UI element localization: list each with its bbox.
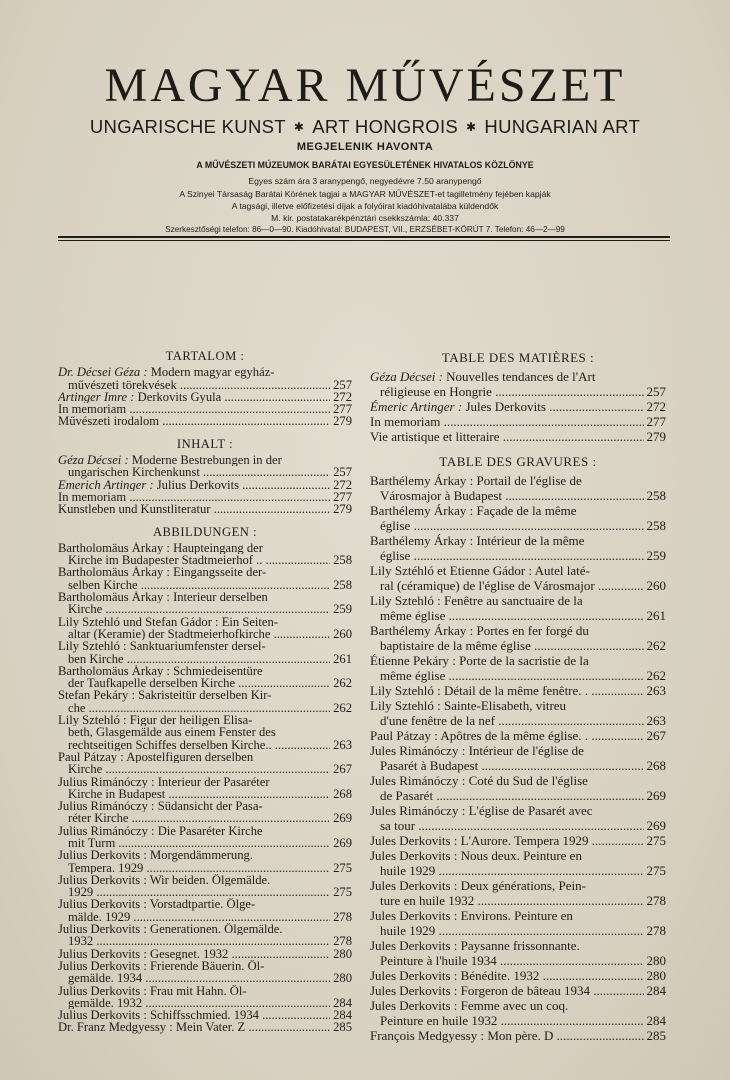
matieres-list [370, 369, 666, 444]
toc-entry [370, 938, 666, 968]
author-name: Géza Décsei : [58, 454, 129, 467]
page-number: 258 [646, 518, 666, 533]
entry-title: beth, Glasgemälde aus einem Fenster des [68, 726, 276, 739]
page-number: 275 [646, 863, 666, 878]
entry-title: François Medgyessy : Mon père. D [370, 1028, 554, 1043]
matieres-heading: TABLE DES MATIÈRES : [441, 350, 595, 365]
entry-title: Julius Derkovits : Frau mit Hahn. Öl- [58, 984, 247, 997]
toc-entry [58, 454, 352, 479]
entry-title: même église [380, 668, 446, 683]
entry-title: Julius Derkovits : Generationen. Ölgemälde. [58, 923, 283, 936]
entry-title: ture en huile 1932 [380, 893, 475, 908]
tartalom-list [58, 366, 352, 427]
entry-title: mälde. 1929 [68, 910, 131, 924]
toc-entry [58, 542, 352, 567]
toc-entry [58, 479, 352, 491]
author-name: Dr. Décsei Géza : [58, 366, 148, 379]
page-number: 257 [646, 384, 666, 399]
toc-entry [370, 803, 666, 833]
toc-entry [58, 751, 352, 776]
author-name: Géza Décsei : [370, 369, 443, 384]
page-number: 278 [646, 923, 666, 938]
page-number: 275 [333, 885, 352, 900]
entry-title: Bartholomäus Árkay : Haupteingang der [58, 541, 263, 555]
entry-title: Julius Rimánóczy : Interieur der Pasaréter [58, 775, 270, 788]
toc-entry [58, 491, 352, 503]
page-number: 268 [646, 758, 666, 773]
entry-title: Tempera. 1929 [68, 861, 144, 874]
entry-title: művészeti törekvések [68, 378, 177, 391]
entry-title: Vie artistique et litteraire [370, 429, 500, 444]
gravures-list [370, 473, 666, 1043]
page-number: 258 [333, 577, 352, 592]
entry-title: Kirche in Budapest [68, 787, 166, 801]
page-number: 269 [333, 811, 352, 826]
toc-entry [370, 998, 666, 1028]
abbildungen-heading: ABBILDUNGEN : [152, 524, 258, 539]
toc-entry [58, 566, 352, 591]
toc-entry [58, 800, 352, 825]
page-number: 275 [333, 860, 352, 875]
entry-title: Jules Derkovits [462, 399, 546, 414]
entry-title: Lily Sztehló : Fenêtre au sanctuaire de la [370, 593, 583, 608]
page-number: 280 [333, 971, 352, 986]
page-number: 263 [333, 737, 352, 752]
entry-title: Lily Sztehló : Sanktuariumfenster dersel- [58, 640, 266, 653]
page-number: 262 [646, 668, 666, 683]
separator-icon: ✱ [466, 120, 477, 134]
page-number: 284 [333, 995, 352, 1010]
subtitle-french: ART HONGROIS [312, 116, 459, 137]
publication-frequency: MEGJELENIK HAVONTA [296, 141, 434, 153]
entry-title: réter Kirche [68, 812, 129, 825]
entry-title: Jules Rimánóczy : L'église de Pasarét avec [370, 803, 593, 818]
page-number: 277 [333, 402, 352, 417]
entry-title: Barthélemy Árkay : Portail de l'église de [370, 473, 582, 488]
entry-title: mit Turm [68, 836, 116, 850]
page-number: 267 [333, 762, 352, 777]
toc-entry [370, 848, 666, 878]
entry-title: Barthélemy Árkay : Façade de la même [370, 503, 577, 518]
entry-title: Julius Derkovits : Wir beiden. Ölgemälde. [58, 873, 271, 887]
entry-title: che [68, 701, 86, 715]
magazine-subtitle [60, 116, 670, 138]
toc-entry [370, 653, 666, 683]
toc-entry [370, 593, 666, 623]
gravures-heading: TABLE DES GRAVURES : [439, 454, 597, 469]
entry-title: d'une fenêtre de la nef [380, 713, 495, 728]
entry-title: Julius Derkovits : Morgendämmerung. [58, 849, 253, 862]
toc-entry [58, 874, 352, 899]
entry-title: Dr. Franz Medgyessy : Mein Vater. Z [58, 1021, 246, 1034]
toc-entry [370, 414, 666, 429]
toc-entry [58, 898, 352, 923]
toc-entry [370, 983, 666, 998]
entry-title: Jules Rimánóczy : Coté du Sud de l'église [370, 773, 588, 788]
toc-entry [370, 473, 666, 503]
entry-title: Julius Rimánóczy : Die Pasaréter Kirche [58, 824, 263, 837]
entry-title: Julius Derkovits : Gesegnet. 1932 [58, 947, 229, 960]
entry-title: Modern magyar egyház- [147, 366, 275, 379]
fees-line: A tagsági, illetve előfizetési díjak a folyóirat kiadóhivatalába küldendők [231, 201, 499, 211]
entry-title: Lily Sztehló : Figur der heiligen Elisa- [58, 714, 253, 727]
entry-title: 1932 [68, 935, 94, 948]
contact-line: Szerkesztőségi telefon: 86—0—90. Kiadóhivatal: BUDAPEST, VII., ERZSÉBET-KÖRÚT 7. Telefon: 46—2—99 [165, 225, 565, 234]
left-column [58, 350, 352, 1034]
page-number: 272 [646, 399, 666, 414]
toc-entry [58, 849, 352, 874]
page-number: 278 [646, 893, 666, 908]
entry-title: réligieuse en Hongrie [380, 384, 492, 399]
entry-title: Nouvelles tendances de l'Art [442, 369, 596, 384]
toc-entry [370, 728, 666, 743]
toc-entry [58, 391, 352, 403]
entry-title: Lily Sztéhló et Etienne Gádor : Autel laté- [370, 563, 590, 578]
entry-title: église [380, 548, 411, 563]
entry-title: In memoriam [58, 490, 127, 504]
page-number: 285 [333, 1020, 352, 1035]
entry-title: sa tour [380, 818, 416, 833]
page-number: 284 [646, 1013, 666, 1028]
page-number: 280 [646, 953, 666, 968]
entry-title: 1929 [68, 886, 94, 899]
entry-title: Kunstleben und Kunstliteratur [58, 503, 211, 516]
entry-title: Peinture en huile 1932 [380, 1013, 498, 1028]
entry-title: Julius Derkovits : Schiffsschmied. 1934 [58, 1009, 259, 1022]
toc-entry [58, 923, 352, 948]
page-number: 257 [333, 377, 352, 392]
page-number: 279 [646, 429, 666, 444]
page-number: 277 [333, 489, 352, 504]
toc-entry [370, 773, 666, 803]
subtitle-german: UNGARISCHE KUNST [89, 116, 286, 137]
entry-title: Jules Rimánóczy : Intérieur de l'église de [370, 743, 584, 758]
toc-entry [58, 640, 352, 665]
toc-entry [58, 948, 352, 960]
author-name: Artinger Imre : [58, 390, 135, 404]
entry-title: Jules Derkovits : Forgeron de bâteau 1934 [370, 983, 590, 998]
toc-entry [58, 689, 352, 714]
separator-icon: ✱ [293, 120, 305, 134]
toc-entry [58, 415, 352, 427]
toc-entry [370, 1028, 666, 1043]
entry-title: Peinture à l'huile 1934 [380, 953, 497, 968]
header-rule-thin [58, 240, 670, 241]
entry-title: Paul Pátzay : Apôtres de la même église. . [370, 728, 589, 743]
toc-entry [370, 533, 666, 563]
entry-title: selben Kirche [68, 578, 138, 592]
page-number: 272 [333, 389, 352, 404]
entry-title: Jules Derkovits : L'Aurore. Tempera 1929 [370, 833, 589, 848]
page-number: 261 [646, 608, 666, 623]
page-number: 257 [333, 465, 352, 480]
entry-title: Lily Sztehló und Stefan Gádor : Ein Seiten- [58, 615, 278, 628]
entry-title: Bartholomäus Árkay : Schmiedeisentüre [58, 664, 263, 678]
author-name: Émeric Artinger : [370, 399, 463, 414]
abbildungen-list [58, 542, 352, 1034]
entry-title: Jules Derkovits : Bénédite. 1932 [370, 968, 540, 983]
entry-title: Bartholomäus Árkay : Interieur derselben [58, 591, 268, 604]
page-number: 269 [646, 788, 666, 803]
postal-account-line: M. kir. postatakarékpénztári csekkszámla: 40.337 [271, 213, 459, 223]
toc-entry [58, 403, 352, 415]
toc-entry [58, 714, 352, 751]
page-number: 280 [646, 968, 666, 983]
entry-title: altar (Keramie) der Stadtmeierhofkirche [68, 627, 271, 641]
entry-title: Paul Pátzay : Apostelfiguren derselben [58, 750, 254, 764]
entry-title: Művészeti irodalom [58, 415, 160, 428]
page-number: 268 [333, 786, 352, 801]
entry-title: église [380, 518, 411, 533]
page-number: 259 [333, 602, 352, 617]
entry-title: de Pasarét [380, 788, 434, 803]
page-number: 269 [333, 835, 352, 850]
toc-entry [58, 366, 352, 391]
entry-title: Jules Derkovits : Paysanne frissonnante. [370, 938, 580, 953]
entry-title: Étienne Pekáry : Porte de la sacristie de la [370, 653, 589, 668]
page-number: 278 [333, 909, 352, 924]
page-number: 279 [333, 502, 352, 517]
page-number: 262 [333, 700, 352, 715]
page-number: 284 [646, 983, 666, 998]
entry-title: Derkovits Gyula [134, 390, 222, 404]
author-name: Emerich Artinger : [58, 478, 154, 491]
official-gazette-line: A MŰVÉSZETI MÚZEUMOK BARÁTAI EGYESÜLETÉNEK HIVATALOS KÖZLÖNYE [196, 160, 534, 170]
entry-title: Bartholomäus Árkay : Eingangsseite der- [58, 566, 267, 579]
entry-title: rechtseitigen Schiffes derselben Kirche.. [68, 738, 272, 751]
page-number: 284 [333, 1008, 352, 1023]
page-number: 267 [646, 728, 666, 743]
entry-title: Julius Derkovits [153, 478, 239, 491]
entry-title: Jules Derkovits : Environs. Peinture en [370, 908, 573, 923]
toc-entry [370, 369, 666, 399]
toc-entry [58, 503, 352, 515]
entry-title: huile 1929 [380, 923, 436, 938]
entry-title: même église [380, 608, 446, 623]
entry-title: Lily Sztehló : Détail de la même fenêtre. . [370, 683, 589, 698]
entry-title: gemälde. 1934 [68, 972, 143, 985]
toc-entry [58, 985, 352, 1010]
page-number: 258 [333, 553, 352, 568]
toc-entry [58, 665, 352, 690]
entry-title: Kirche [68, 763, 103, 776]
page-number: 263 [646, 683, 666, 698]
toc-entry [58, 1021, 352, 1033]
toc-entry [370, 833, 666, 848]
entry-title: ben Kirche [68, 652, 124, 665]
subtitle-english: HUNGARIAN ART [484, 116, 641, 137]
entry-title: Jules Derkovits : Deux générations, Pein- [370, 878, 586, 893]
toc-entry [370, 968, 666, 983]
page-number: 280 [333, 946, 352, 961]
entry-title: In memoriam [370, 414, 441, 429]
page-number: 275 [646, 833, 666, 848]
toc-entry [370, 743, 666, 773]
entry-title: gemälde. 1932 [68, 996, 143, 1010]
page-number: 285 [646, 1028, 666, 1043]
entry-title: baptistaire de la même église [380, 638, 531, 653]
inhalt-list [58, 454, 352, 515]
entry-title: In memoriam [58, 403, 127, 416]
entry-title: Barthélemy Árkay : Portes en fer forgé du [370, 623, 589, 638]
page-number: 269 [646, 818, 666, 833]
entry-title: der Taufkapelle derselben Kirche [68, 677, 236, 690]
entry-title: Lily Sztehló : Sainte-Elisabeth, vitreu [370, 698, 567, 713]
entry-title: Kirche [68, 603, 103, 616]
toc-entry [58, 960, 352, 985]
entry-title: Moderne Bestrebungen in der [128, 454, 282, 467]
header-rule [58, 236, 670, 238]
page-number: 279 [333, 414, 352, 429]
entry-title: Stefan Pekáry : Sakristeitür derselben Kir- [58, 689, 272, 702]
page-number: 259 [646, 548, 666, 563]
entry-title: Pasarét à Budapest [380, 758, 479, 773]
toc-entry [370, 399, 666, 414]
entry-title: Julius Derkovits : Frierende Bäuerin. Öl- [58, 959, 265, 973]
page-number: 260 [333, 626, 352, 641]
entry-title: Barthélemy Árkay : Intérieur de la même [370, 533, 585, 548]
toc-entry [370, 503, 666, 533]
magazine-title: MAGYAR MŰVÉSZET [104, 59, 626, 112]
toc-entry [370, 623, 666, 653]
entry-title: Jules Derkovits : Femme avec un coq. [370, 998, 569, 1013]
membership-line: A Szinyei Társaság Barátai Körének tagjai a MAGYAR MŰVÉSZET-et tagilletmény fejében kapják [179, 189, 551, 199]
inhalt-heading: INHALT : [176, 436, 234, 451]
entry-title: Városmajor à Budapest [380, 488, 503, 503]
toc-entry [58, 825, 352, 850]
entry-title: ral (céramique) de l'église de Városmajor [380, 578, 595, 593]
toc-entry [58, 591, 352, 616]
page-number: 263 [646, 713, 666, 728]
toc-entry [370, 698, 666, 728]
tartalom-heading: TARTALOM : [165, 349, 245, 363]
toc-entry [58, 1009, 352, 1021]
entry-title: huile 1929 [380, 863, 436, 878]
page-number: 260 [646, 578, 666, 593]
toc-entry [58, 776, 352, 801]
entry-title: Julius Rimánóczy : Südansicht der Pasa- [58, 800, 263, 813]
price-line: Egyes szám ára 3 aranypengő, negyedévre 7.50 aranypengő [248, 176, 482, 186]
right-column [370, 350, 666, 1043]
page-number: 272 [333, 477, 352, 492]
toc-entry [58, 616, 352, 641]
toc-entry [370, 908, 666, 938]
page-number: 261 [333, 651, 352, 666]
toc-entry [370, 878, 666, 908]
entry-title: Julius Derkovits : Vorstadtpartie. Ölge- [58, 898, 256, 911]
page-number: 262 [333, 676, 352, 691]
page-number: 277 [646, 414, 666, 429]
entry-title: Kirche im Budapester Stadtmeierhof .. [68, 554, 263, 567]
page-number: 278 [333, 934, 352, 949]
toc-entry [370, 563, 666, 593]
toc-entry [370, 683, 666, 698]
page-number: 262 [646, 638, 666, 653]
toc-entry [370, 429, 666, 444]
page-number: 258 [646, 488, 666, 503]
entry-title: ungarischen Kirchenkunst [68, 466, 200, 479]
entry-title: Jules Derkovits : Nous deux. Peinture en [370, 848, 582, 863]
